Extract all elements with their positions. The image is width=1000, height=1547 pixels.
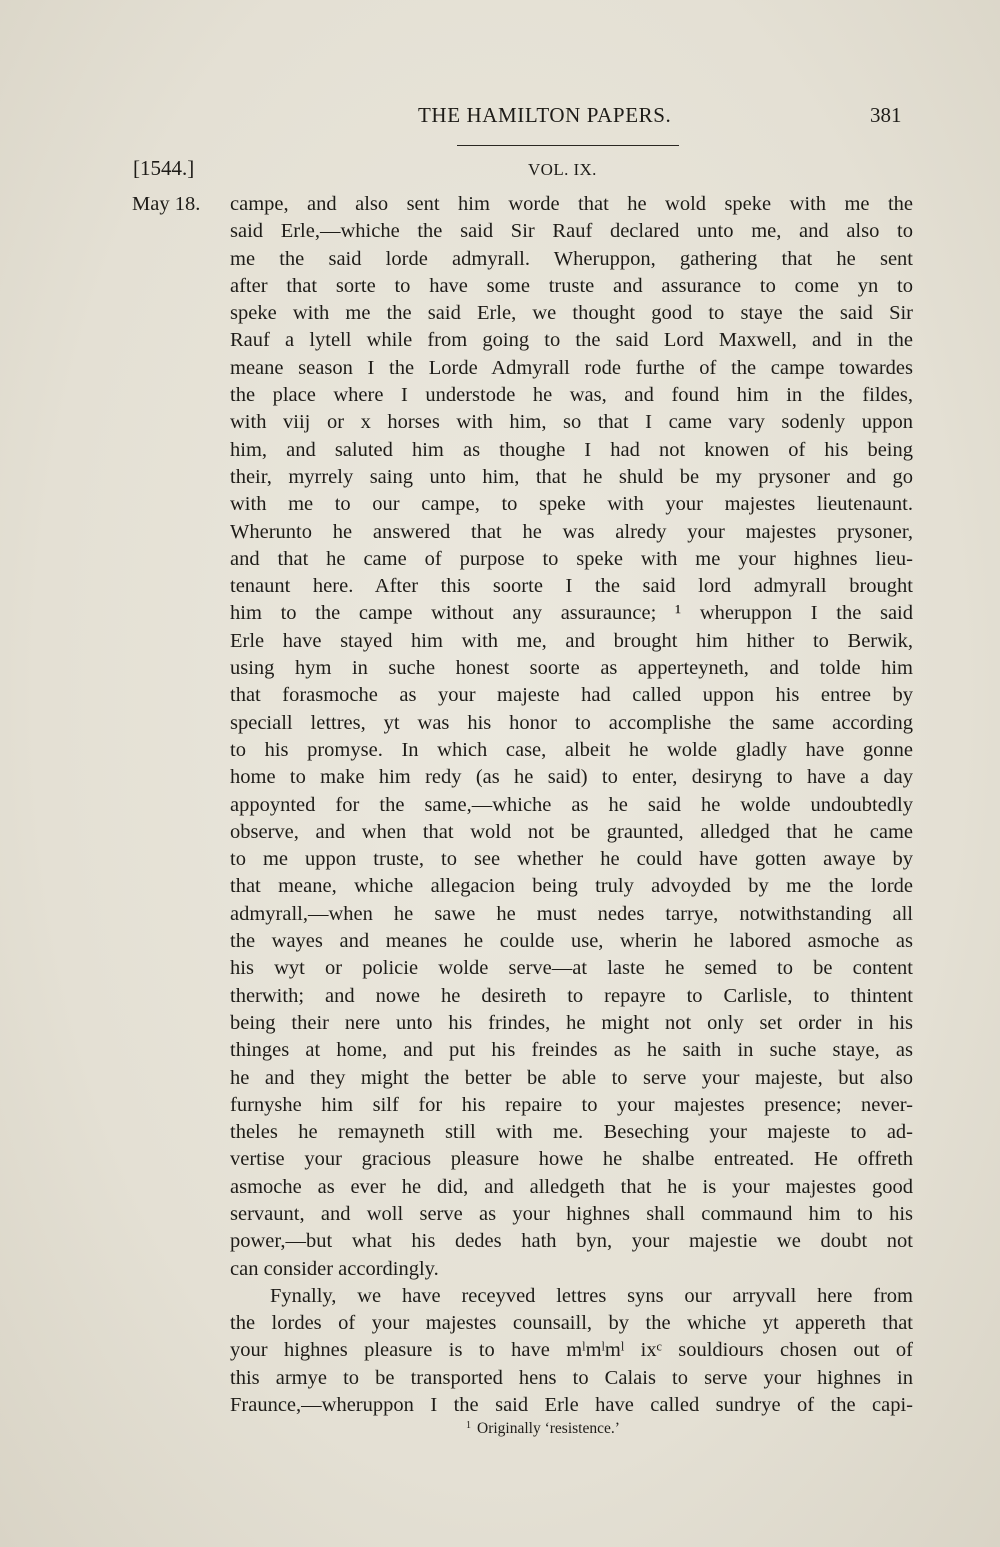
text-line: using hym in suche honest soorte as apperteyneth, and tolde him — [230, 657, 913, 680]
text-line: servaunt, and woll serve as your highnes shall commaund him to his — [230, 1202, 913, 1225]
footnote-text: Originally ‘resistence.’ — [477, 1420, 620, 1437]
year-marker: [1544.] — [133, 156, 195, 180]
text-line: Rauf a lytell while from going to the said Lord Maxwell, and in the — [230, 329, 913, 352]
text-line: the lordes of your majestes counsaill, by the whiche yt appereth that — [230, 1312, 913, 1335]
text-line: being their nere unto his frindes, he might not only set order in his — [230, 1011, 913, 1034]
text-line: their, myrrely saing unto him, that he shuld be my prysoner and go — [230, 465, 913, 488]
text-line: vertise your gracious pleasure howe he shalbe entreated. He offreth — [230, 1148, 913, 1171]
text-line: me the said lorde admyrall. Wheruppon, gathering that he sent — [230, 247, 913, 270]
text-line: appoynted for the same,—whiche as he said he wolde undoubtedly — [230, 793, 913, 816]
text-line: after that sorte to have some truste and assurance to come yn to — [230, 274, 913, 297]
text-line: him, and saluted him as thoughe I had not knowen of his being — [230, 438, 913, 461]
text-line: that meane, whiche allegacion being truly advoyded by me the lorde — [230, 875, 913, 898]
text-line: said Erle,—whiche the said Sir Rauf declared unto me, and also to — [230, 220, 913, 243]
text-line: Fynally, we have receyved lettres syns our arryvall here from — [270, 1284, 913, 1307]
page-number: 381 — [870, 103, 902, 127]
text-line: Erle have stayed him with me, and brought him hither to Berwik, — [230, 629, 913, 652]
text-line: furnyshe him silf for his repaire to your majestes presence; never- — [230, 1093, 913, 1116]
margin-date: May 18. — [132, 193, 201, 215]
running-title: THE HAMILTON PAPERS. — [418, 103, 672, 127]
text-line: with me to our campe, to speke with your majestes lieutenaunt. — [230, 493, 913, 516]
text-line: asmoche as ever he did, and alledgeth that he is your majestes good — [230, 1175, 913, 1198]
text-line: him to the campe without any assuraunce; ¹ wheruppon I the said — [230, 602, 913, 625]
text-line: tenaunt here. After this soorte I the said lord admyrall brought — [230, 575, 913, 598]
text-line: observe, and when that wold not be graunted, alledged that he came — [230, 820, 913, 843]
text-line: to me uppon truste, to see whether he could have gotten awaye by — [230, 848, 913, 871]
text-line: his wyt or policie wolde serve—at laste he semed to be content — [230, 957, 913, 980]
text-line: with viij or x horses with him, so that I came vary sodenly uppon — [230, 411, 913, 434]
text-line: thinges at home, and put his freindes as he saith in suche staye, as — [230, 1039, 913, 1062]
text-line: home to make him redy (as he said) to enter, desiryng to have a day — [230, 766, 913, 789]
text-line: theles he remayneth still with me. Beseching your majeste to ad- — [230, 1121, 913, 1144]
text-line: that forasmoche as your majeste had called uppon his entree by — [230, 684, 913, 707]
text-line: speciall lettres, yt was his honor to accomplishe the same according — [230, 711, 913, 734]
header-rule — [457, 145, 679, 146]
text-line: to his promyse. In which case, albeit he wolde gladly have gonne — [230, 738, 913, 761]
text-line: admyrall,—when he sawe he must nedes tarrye, notwithstanding all — [230, 902, 913, 925]
text-line: Wherunto he answered that he was alredy your majestes prysoner, — [230, 520, 913, 543]
text-line: can consider accordingly. — [230, 1257, 439, 1280]
text-line: and that he came of purpose to speke with me your highnes lieu- — [230, 547, 913, 570]
text-line: therwith; and nowe he desireth to repayre to Carlisle, to thintent — [230, 984, 913, 1007]
text-line: he and they might the better be able to serve your majeste, but also — [230, 1066, 913, 1089]
text-line: speke with me the said Erle, we thought good to staye the said Sir — [230, 302, 913, 325]
text-line: power,—but what his dedes hath byn, your majestie we doubt not — [230, 1230, 913, 1253]
text-line: campe, and also sent him worde that he wold speke with me the — [230, 193, 913, 215]
footnote — [466, 1420, 620, 1438]
text-line: your highnes pleasure is to have mˡmˡmˡ ixᶜ souldiours chosen out of — [230, 1339, 913, 1362]
footnote-marker: 1 — [466, 1420, 471, 1431]
text-line: Fraunce,—wheruppon I the said Erle have called sundrye of the capi- — [230, 1394, 913, 1417]
volume-label: VOL. IX. — [528, 160, 597, 179]
body-text — [230, 191, 913, 1419]
text-line: the wayes and meanes he coulde use, wherin he labored asmoche as — [230, 930, 913, 953]
text-line: this armye to be transported hens to Calais to serve your highnes in — [230, 1366, 913, 1389]
text-line: meane season I the Lorde Admyrall rode furthe of the campe towardes — [230, 356, 913, 379]
text-line: the place where I understode he was, and found him in the fildes, — [230, 384, 913, 407]
